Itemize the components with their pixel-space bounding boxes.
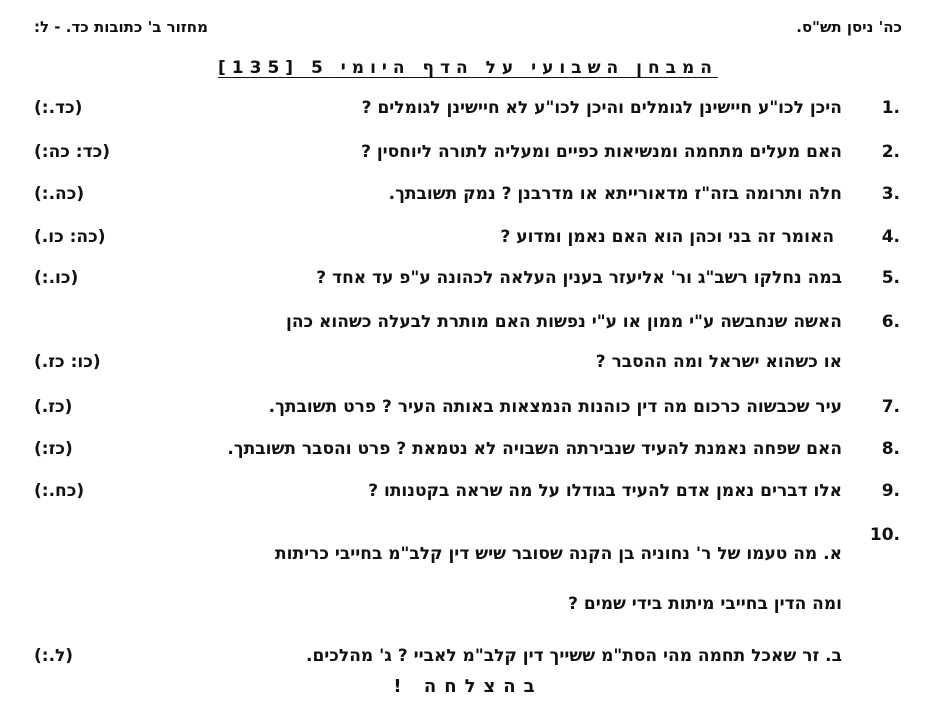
question-9 [34,481,900,509]
question-reference: (כד.:) [34,98,83,118]
question-number: 10. [869,525,900,545]
question-reference: (כז.) [34,397,73,417]
question-number: 3. [881,184,900,204]
question-text: ומה הדין בחייבי מיתות בידי שמים ? [568,594,842,614]
good-luck-footer: בהצלחה ! [393,676,543,697]
question-reference: (כה: כו.) [34,227,106,247]
question-number: 2. [881,142,900,162]
question-4 [34,227,900,255]
question-1 [34,98,900,126]
question-number: 1. [881,98,900,118]
question-text: האומר זה בני וכהן הוא האם נאמן ומדוע ? [500,227,834,247]
question-text: האשה שנחבשה ע"י ממון או ע"י נפשות האם מותרת לבעלה כשהוא כהן [285,312,842,332]
question-text: עיר שכבשוה כרכום מה דין כוהנות הנמצאות באותה העיר ? פרט תשובתך. [268,397,842,417]
question-text: במה נחלקו רשב"ג ור' אליעזר בענין העלאה לכהונה ע"פ עד אחד ? [316,268,842,288]
question-number: 6. [881,312,900,332]
header-date: כה' ניסן תש"ס. [796,18,902,36]
question-reference: (כז:) [34,439,73,459]
question-reference: (ל.:) [34,646,74,666]
question-text: היכן לכו"ע חיישינן לגומלים והיכן לכו"ע לא חיישינן לגומלים ? [361,98,842,118]
question-text: א. מה טעמו של ר' נחוניה בן הקנה שסובר שיש דין קלב"מ בחייבי כריתות [275,544,842,564]
question-3 [34,184,900,212]
question-text: האם שפחה נאמנת להעיד שנבירתה השבויה לא נטמאת ? פרט והסבר תשובתך. [227,439,842,459]
question-10b [34,646,900,674]
question-10a [34,544,900,572]
question-number: 7. [881,397,900,417]
question-text: חלה ותרומה בזה"ז מדאורייתא או מדרבנן ? נמק תשובתך. [388,184,842,204]
question-2 [34,142,900,170]
question-6 [34,312,900,340]
question-number: 8. [881,439,900,459]
question-reference: (כו.:) [34,268,79,288]
question-text: אלו דברים נאמן אדם להעיד בגודלו על מה שראה בקטנותו ? [368,481,842,501]
question-number: 9. [881,481,900,501]
page-title: המבחן השבועי על הדף היומי 5 [135] [218,58,718,78]
question-text: ב. זר שאכל תחמה מהי הסת"מ ששייך דין קלב"מ לאביי ? ג' מהלכים. [305,646,842,666]
question-reference: (כה.:) [34,184,85,204]
header-cycle: מחזור ב' כתובות כד. - ל: [34,18,208,36]
question-10a-continued [34,594,900,622]
question-6-continued [34,352,900,380]
question-5 [34,268,900,296]
question-reference: (כו: כז.) [34,352,101,372]
question-text: האם מעלים מתחמה ומנשיאות כפיים ומעליה לתורה ליוחסין ? [361,142,842,162]
question-number: 5. [881,268,900,288]
question-text: או כשהוא ישראל ומה ההסבר ? [595,352,842,372]
question-reference: (כד: כה:) [34,142,110,162]
question-7 [34,397,900,425]
question-8 [34,439,900,467]
question-number: 4. [881,227,900,247]
question-reference: (כח.:) [34,481,85,501]
